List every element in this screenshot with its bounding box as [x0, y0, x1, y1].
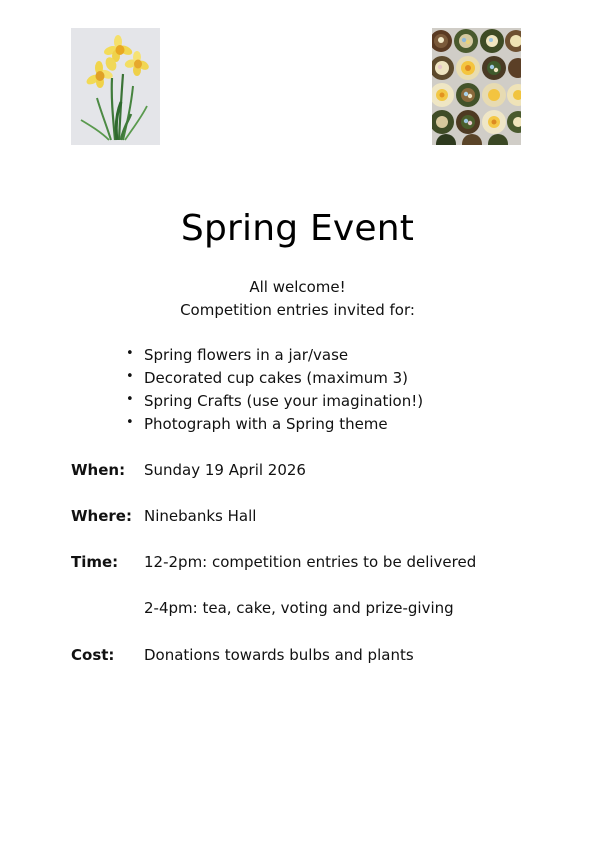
bullet-icon: •	[126, 392, 134, 407]
daffodils-image	[71, 28, 160, 145]
list-item	[126, 367, 423, 390]
bullet-icon: •	[126, 346, 134, 361]
list-item-text: Photograph with a Spring theme	[144, 415, 388, 433]
time-value-entries: 12-2pm: competition entries to be delivered	[144, 553, 477, 571]
competition-intro-text: Competition entries invited for:	[180, 301, 415, 319]
bullet-icon: •	[126, 415, 134, 430]
welcome-text: All welcome!	[249, 278, 346, 296]
competition-list	[126, 344, 423, 436]
cost-label: Cost:	[71, 646, 115, 664]
list-item-text: Spring Crafts (use your imagination!)	[144, 392, 424, 410]
time-label: Time:	[71, 553, 119, 571]
page-title: Spring Event	[180, 208, 415, 249]
list-item-text: Spring flowers in a jar/vase	[144, 346, 349, 364]
cost-value: Donations towards bulbs and plants	[144, 646, 414, 664]
bullet-icon: •	[126, 369, 134, 384]
time-value-tea: 2-4pm: tea, cake, voting and prize-giving	[144, 599, 454, 617]
where-label: Where:	[71, 507, 132, 525]
cupcakes-image	[432, 28, 521, 145]
list-item	[126, 344, 423, 367]
list-item-text: Decorated cup cakes (maximum 3)	[144, 369, 409, 387]
list-item	[126, 390, 423, 413]
when-value: Sunday 19 April 2026	[144, 461, 306, 479]
list-item	[126, 413, 423, 436]
when-label: When:	[71, 461, 126, 479]
where-value: Ninebanks Hall	[144, 507, 257, 525]
cupcakes-icon	[432, 28, 521, 145]
daffodils-icon	[71, 28, 160, 145]
